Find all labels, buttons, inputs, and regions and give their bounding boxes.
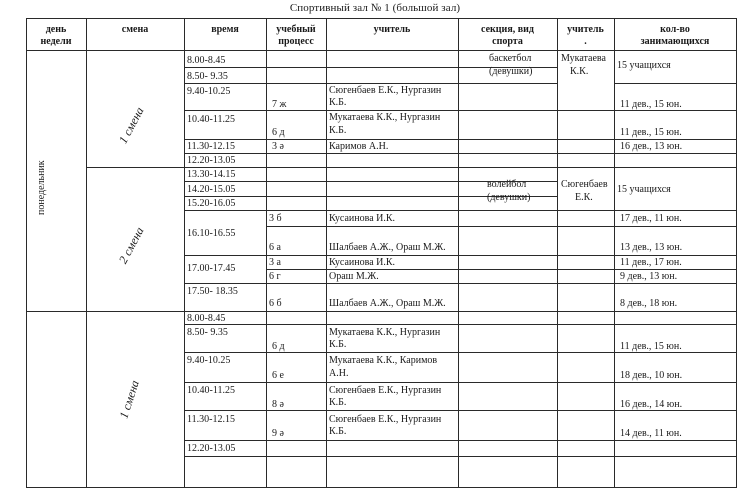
header-teacher2-dot: . (584, 36, 587, 47)
time-cell: 10.40-11.25 (187, 385, 235, 396)
time-cell: 10.40-11.25 (187, 114, 235, 125)
count-cell: 18 дев., 10 юн. (620, 370, 683, 381)
section-basketball-line1: баскетбол (489, 53, 532, 64)
teacher-cell-cont: К.Б. (329, 97, 347, 108)
time-cell: 9.40-10.25 (187, 86, 231, 97)
header-teacher: учитель (373, 24, 411, 35)
teacher-cell: Сюгенбаев Е.К., Нургазин (329, 385, 442, 396)
teacher-cell: Сюгенбаев Е.К., Нургазин (329, 85, 442, 96)
class-cell: 3 ә (272, 141, 284, 152)
section-volleyball-teacher-line2: Е.К. (575, 192, 593, 203)
teacher-cell: Мукатаева К.К., Нургазин (329, 112, 441, 123)
teacher-cell: Сюгенбаев Е.К., Нургазин (329, 414, 442, 425)
count-cell: 11 дев., 17 юн. (620, 257, 682, 268)
count-cell: 16 дев., 13 юн. (620, 141, 683, 152)
count-cell: 11 дев., 15 юн. (620, 99, 682, 110)
header-day-line2: недели (40, 36, 72, 47)
class-cell: 6 г (269, 271, 281, 282)
teacher-cell: Мукатаева К.К., Нургазин (329, 327, 441, 338)
header-count-line2: занимающихся (640, 36, 710, 47)
class-cell: 6 д (272, 341, 285, 352)
header-shift: смена (121, 24, 149, 35)
teacher-cell: Кусаинова И.К. (329, 213, 396, 224)
time-cell: 8.00-8.45 (187, 313, 226, 324)
section-basketball-teacher-line2: К.К. (570, 66, 589, 77)
shift-label-1: 1 смена (115, 104, 147, 146)
section-volleyball-line2: (девушки) (487, 192, 531, 203)
header-section-line2: спорта (492, 36, 523, 47)
count-cell: 8 дев., 18 юн. (620, 298, 678, 309)
time-cell: 12.20-13.05 (187, 155, 236, 166)
time-cell: 16.10-16.55 (187, 228, 236, 239)
teacher-cell: Шалбаев А.Ж., Ораш М.Ж. (329, 298, 446, 309)
shift-label-2: 2 смена (115, 224, 147, 266)
teacher-cell: Кусаинова И.К. (329, 257, 396, 268)
class-cell: 8 ә (272, 399, 284, 410)
header-process-line1: учебный (276, 24, 316, 35)
shift-label-3: 1 смена (116, 378, 142, 421)
time-cell: 15.20-16.05 (187, 198, 236, 209)
class-cell: 9 ә (272, 428, 284, 439)
count-cell: 11 дев., 15 юн. (620, 341, 682, 352)
section-basketball-line2: (девушки) (489, 66, 533, 77)
teacher-cell-cont: К.Б. (329, 339, 347, 350)
header-day-line1: день (45, 24, 67, 35)
class-cell: 3 б (269, 213, 282, 224)
time-cell: 17.50- 18.35 (187, 286, 238, 297)
teacher-cell: Мукатаева К.К., Каримов (329, 355, 438, 366)
time-cell: 11.30-12.15 (187, 141, 235, 152)
section-basketball-teacher-line1: Мукатаева (561, 53, 606, 64)
teacher-cell: Каримов А.Н. (329, 141, 389, 152)
teacher-cell-cont: К.Б. (329, 397, 347, 408)
time-cell: 13.30-14.15 (187, 169, 236, 180)
teacher-cell-cont: К.Б. (329, 426, 347, 437)
day-label: понедельник (36, 160, 47, 215)
count-cell: 11 дев., 15 юн. (620, 127, 682, 138)
time-cell: 8.50- 9.35 (187, 327, 228, 338)
count-cell: 14 дев., 11 юн. (620, 428, 682, 439)
count-cell: 9 дев., 13 юн. (620, 271, 678, 282)
section-volleyball-line1: волейбол (487, 179, 527, 190)
header-count-line1: кол-во (660, 24, 690, 35)
time-cell: 8.00-8.45 (187, 55, 226, 66)
class-cell: 6 б (269, 298, 282, 309)
class-cell: 6 а (269, 242, 281, 253)
time-cell: 8.50- 9.35 (187, 71, 228, 82)
count-cell: 13 дев., 13 юн. (620, 242, 683, 253)
count-cell: 16 дев., 14 юн. (620, 399, 683, 410)
section-volleyball-teacher-line1: Сюгенбаев (561, 179, 608, 190)
page-title: Спортивный зал № 1 (большой зал) (289, 2, 461, 14)
header-time: время (211, 24, 239, 35)
time-cell: 12.20-13.05 (187, 443, 236, 454)
class-cell: 7 ж (272, 99, 287, 110)
section-volleyball-count: 15 учащихся (617, 184, 671, 195)
time-cell: 14.20-15.05 (187, 184, 236, 195)
time-cell: 11.30-12.15 (187, 414, 235, 425)
section-basketball-count: 15 учащихся (617, 60, 671, 71)
time-cell: 9.40-10.25 (187, 355, 231, 366)
header-teacher2: учитель (567, 24, 604, 35)
class-cell: 6 е (272, 370, 284, 381)
teacher-cell-cont: А.Н. (329, 368, 349, 379)
header-process-line2: процесс (278, 36, 314, 47)
class-cell: 6 д (272, 127, 285, 138)
count-cell: 17 дев., 11 юн. (620, 213, 682, 224)
teacher-cell: Шалбаев А.Ж., Ораш М.Ж. (329, 242, 446, 253)
header-section-line1: секция, вид (481, 24, 534, 35)
teacher-cell-cont: К.Б. (329, 125, 347, 136)
class-cell: 3 а (269, 257, 281, 268)
teacher-cell: Ораш М.Ж. (329, 271, 379, 282)
time-cell: 17.00-17.45 (187, 263, 236, 274)
